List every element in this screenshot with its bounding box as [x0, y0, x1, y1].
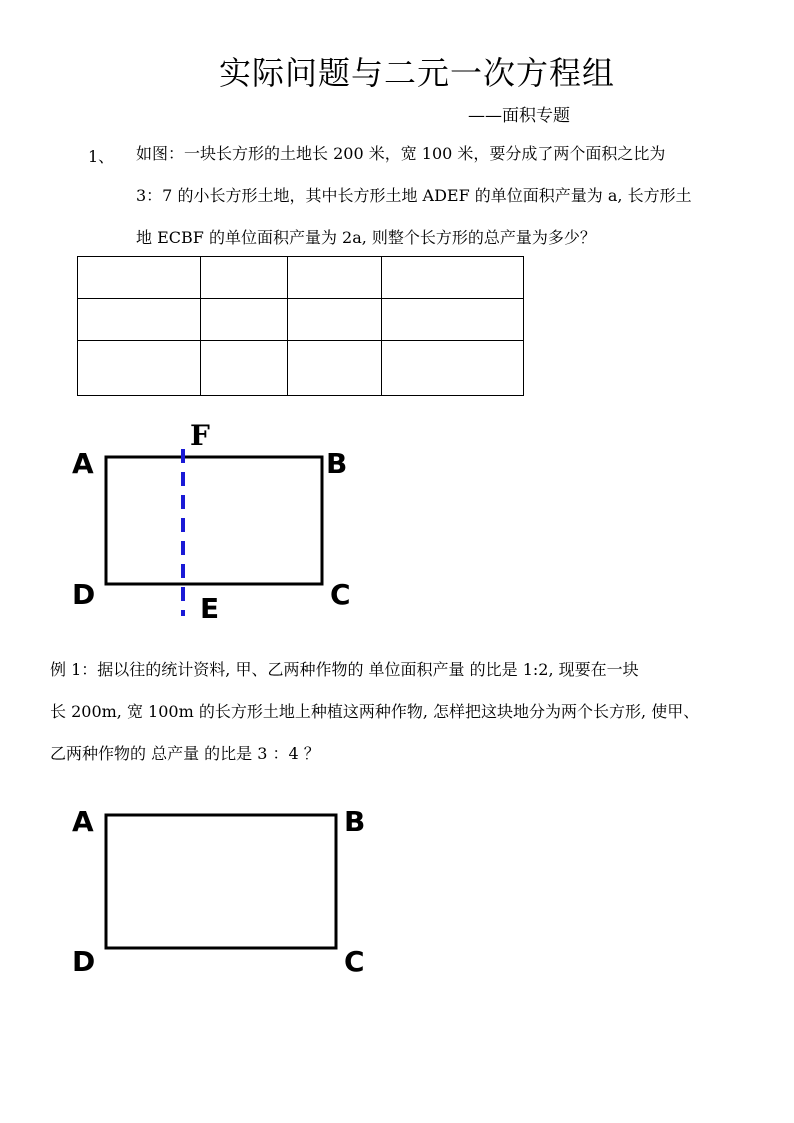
table-cell: [78, 299, 201, 341]
question-line-3: 地 ECBF 的单位面积产量为 2a, 则整个长方形的总产量为多少？: [136, 228, 596, 247]
label-b: B: [344, 805, 366, 838]
label-d: D: [72, 945, 96, 978]
table-row: [78, 299, 524, 341]
label-c: C: [344, 945, 365, 978]
table-cell: [78, 341, 201, 396]
answer-table: [77, 256, 524, 396]
field-rectangle: [106, 457, 322, 584]
table-cell: [382, 299, 524, 341]
table-cell: [201, 299, 288, 341]
table-row: [78, 341, 524, 396]
question-line-2: 3：7 的小长方形土地，其中长方形土地 ADEF 的单位面积产量为 a, 长方形土: [136, 186, 692, 205]
table-cell: [288, 299, 382, 341]
label-a: A: [72, 447, 94, 480]
table-cell: [288, 341, 382, 396]
question-number: 1、: [88, 147, 115, 166]
page-title: 实际问题与二元一次方程组: [218, 54, 615, 92]
rectangle-diagram-2: [60, 795, 390, 985]
label-b: B: [326, 447, 348, 480]
label-a: A: [72, 805, 94, 838]
label-f: F: [190, 419, 210, 452]
label-d: D: [72, 578, 96, 611]
table-cell: [201, 341, 288, 396]
example-line-3: 乙两种作物的 总产量 的比是 3 ：4 ？: [50, 744, 320, 763]
table-cell: [288, 257, 382, 299]
rectangle-diagram-1: [60, 418, 380, 628]
example-line-2: 长 200m, 宽 100m 的长方形土地上种植这两种作物, 怎样把这块地分为两个长方形, 使甲、: [50, 702, 700, 721]
example-line-1: 例 1：据以往的统计资料, 甲、乙两种作物的 单位面积产量 的比是 1:2, 现要在一块: [50, 660, 639, 679]
table-cell: [201, 257, 288, 299]
table-cell: [382, 257, 524, 299]
table-cell: [382, 341, 524, 396]
table-cell: [78, 257, 201, 299]
question-line-1: 如图：一块长方形的土地长 200 米，宽 100 米，要分成了两个面积之比为: [136, 144, 666, 163]
page-subtitle: ——面积专题: [468, 106, 570, 126]
label-c: C: [330, 578, 351, 611]
table-row: [78, 257, 524, 299]
field-rectangle: [106, 815, 336, 948]
label-e: E: [200, 592, 220, 625]
